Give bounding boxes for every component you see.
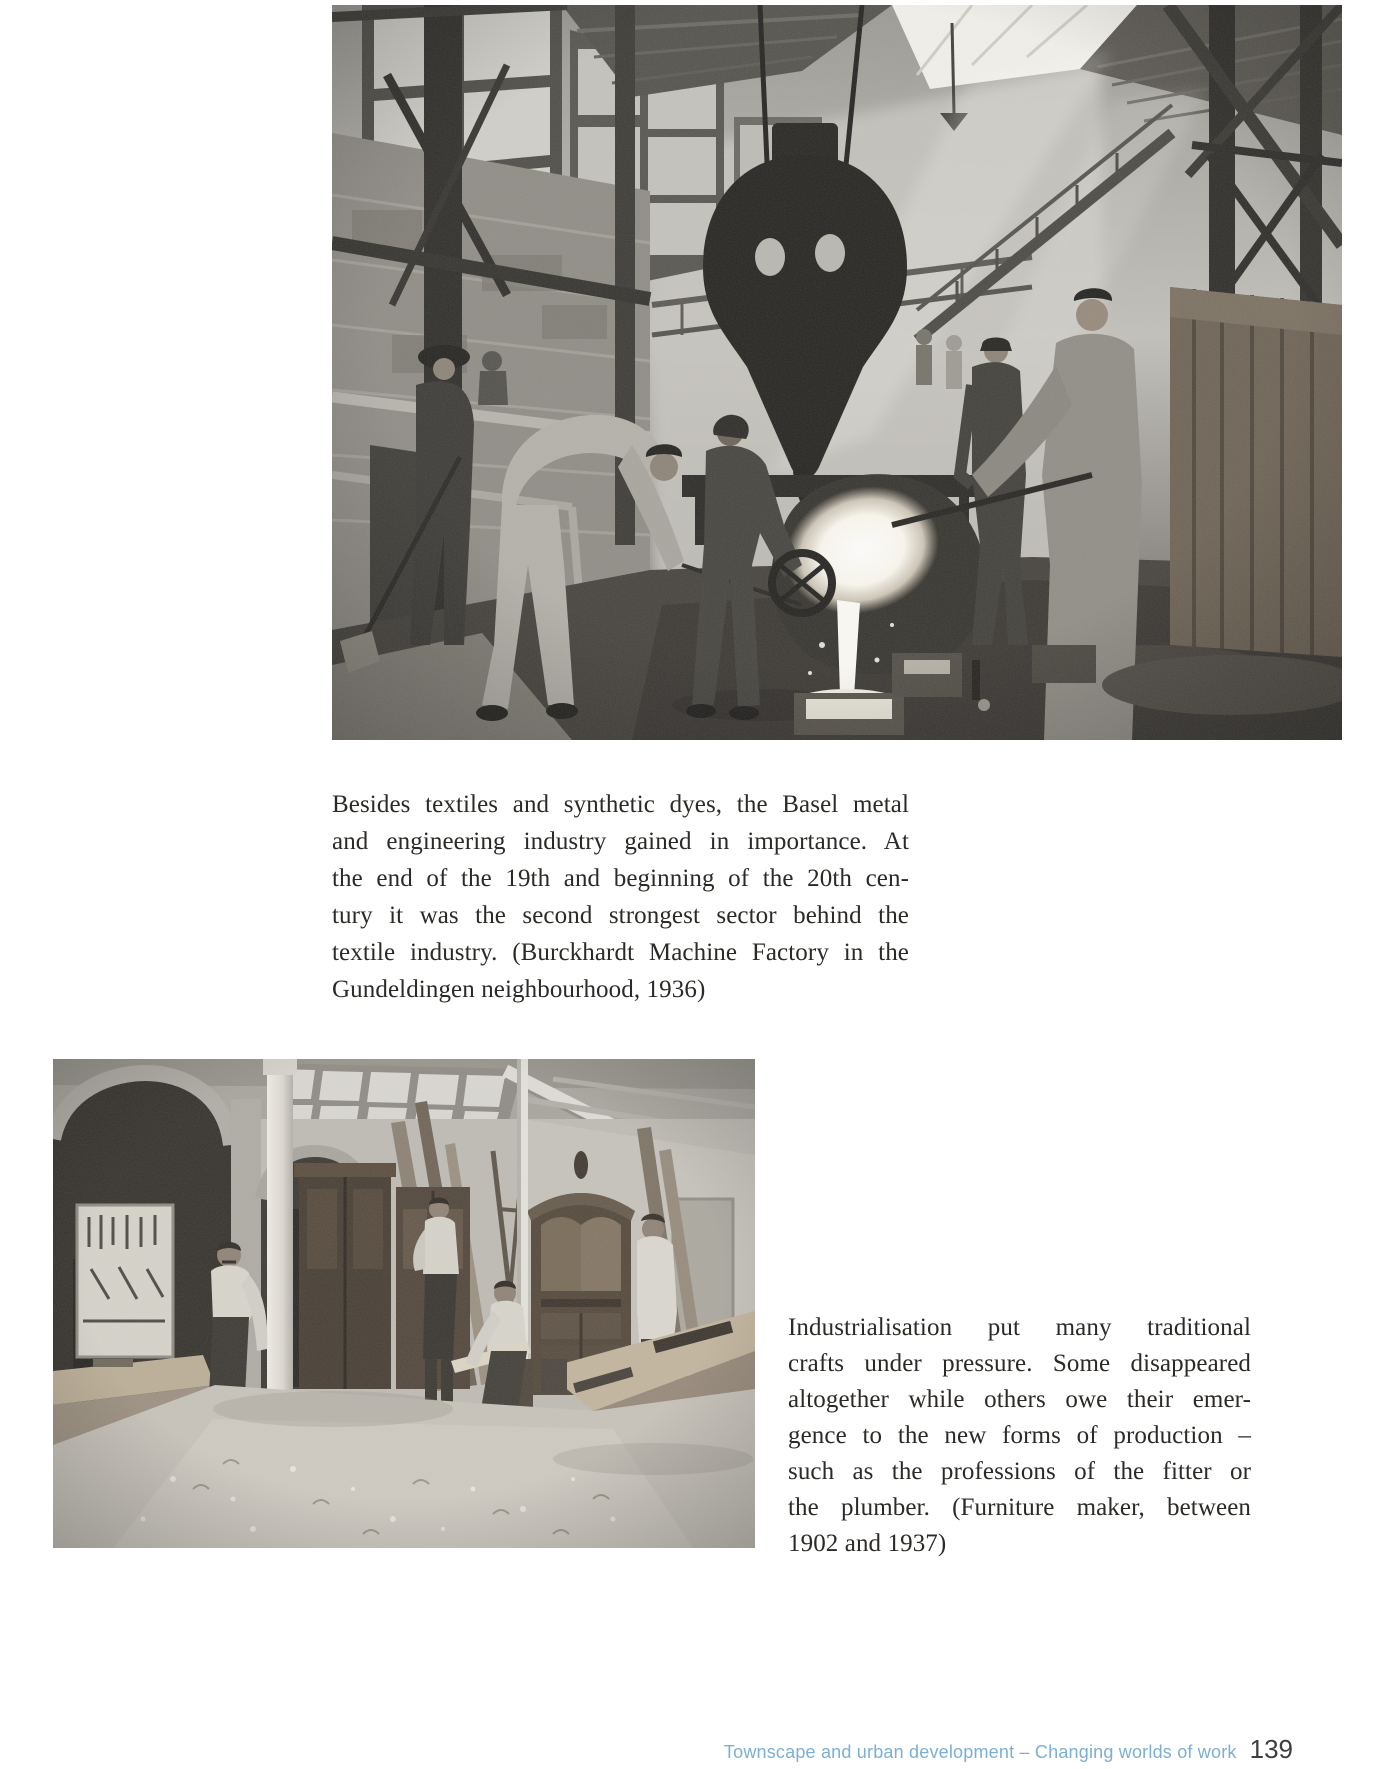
- workshop-photo-figure: [53, 1059, 755, 1548]
- caption-workshop: [788, 1310, 1251, 1562]
- caption-line: such as the professions of the fitter or: [788, 1458, 1251, 1485]
- caption-line: Besides textiles and synthetic dyes, the Basel metal: [332, 791, 909, 818]
- caption-line: altogether while others owe their emer-: [788, 1386, 1251, 1413]
- caption-line: crafts under pressure. Some disappeared: [788, 1350, 1251, 1377]
- foundry-photo-figure: [332, 5, 1342, 740]
- caption-line: Industrialisation put many traditional: [788, 1314, 1251, 1341]
- foundry-photo: [332, 5, 1342, 740]
- caption-line: the end of the 19th and beginning of the 20th cen-: [332, 865, 909, 892]
- caption-line: Gundeldingen neighbourhood, 1936): [332, 976, 706, 1003]
- caption-line: textile industry. (Burckhardt Machine Factory in the: [332, 939, 909, 966]
- page-number: 139: [1249, 1734, 1293, 1764]
- caption-line: the plumber. (Furniture maker, between: [788, 1494, 1251, 1521]
- caption-line: and engineering industry gained in importance. At: [332, 828, 909, 855]
- caption-foundry: [332, 786, 909, 1008]
- page-footer: [724, 1734, 1293, 1765]
- caption-line: gence to the new forms of production –: [788, 1422, 1251, 1449]
- caption-line: 1902 and 1937): [788, 1530, 947, 1557]
- running-footer-title: Townscape and urban development – Changing worlds of work: [723, 1742, 1237, 1762]
- caption-line: tury it was the second strongest sector behind the: [332, 902, 909, 929]
- workshop-photo: [53, 1059, 755, 1548]
